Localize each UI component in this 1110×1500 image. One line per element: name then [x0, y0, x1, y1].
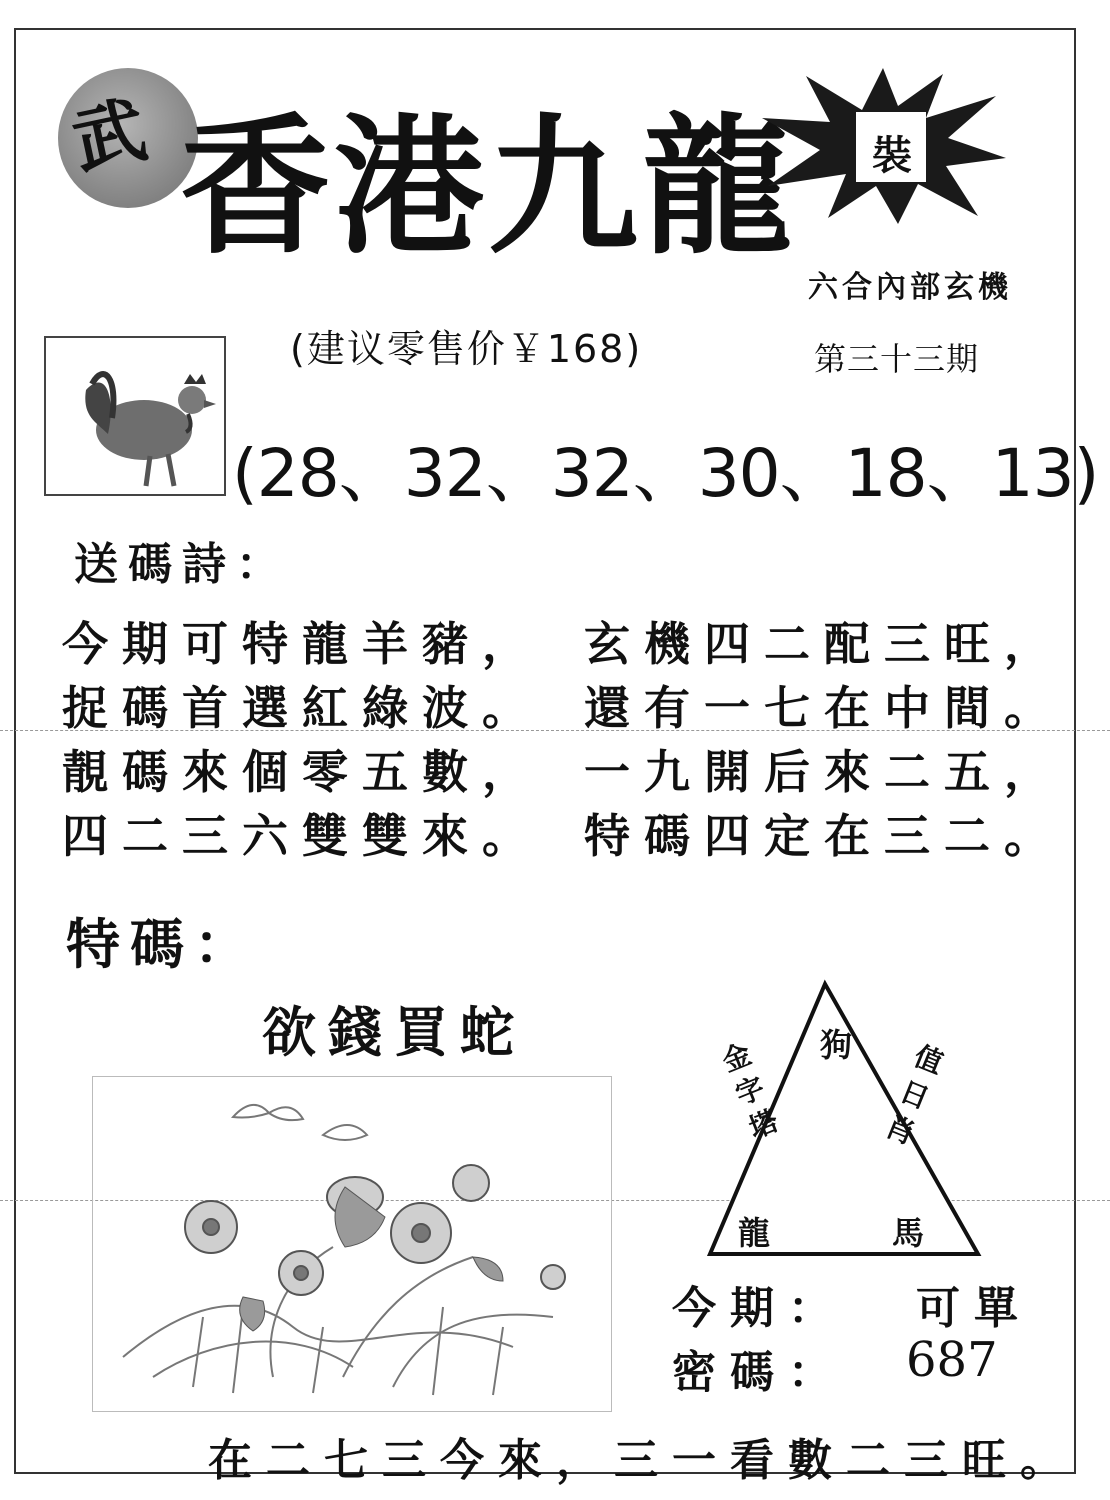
poem-title: 送碼詩： [74, 539, 290, 590]
price-text: (建议零售价￥168) [290, 327, 643, 371]
triangle-left-label: 金字塔 [717, 1037, 783, 1145]
info-value-password: 687 [906, 1332, 998, 1388]
numbers-line: (28、32、32、30、18、13) [232, 435, 1099, 512]
triangle-right-label: 值日肖 [881, 1039, 948, 1151]
triangle-bottom-left-label: 龍 [738, 1214, 771, 1252]
page-title: 香港九龍 [180, 99, 797, 275]
triangle-top-label: 狗 [820, 1026, 853, 1064]
info-value-this-issue: 可單 [916, 1283, 1032, 1334]
badge-char: 武 [65, 86, 154, 185]
issue-number: 第三十三期 [814, 340, 980, 378]
info-label-password: 密碼： [672, 1347, 846, 1398]
poem-line: 特碼四定在三二。 [584, 809, 1064, 863]
subtitle: 六合內部玄機 [808, 270, 1012, 305]
poem-left-column [62, 612, 542, 868]
rooster-icon [46, 338, 224, 494]
poem-line: 靚碼來個零五數， [62, 745, 542, 799]
flower-butterfly-icon [93, 1077, 611, 1411]
triangle-bottom-right-label: 馬 [892, 1214, 925, 1252]
poem-line: 四二三六雙雙來。 [62, 809, 542, 863]
burst-char: 裝 [872, 132, 912, 179]
poem-line: 一九開后來二五， [584, 745, 1064, 799]
poem-line: 捉碼首選紅綠波。 [62, 681, 542, 735]
flower-image [92, 1076, 612, 1412]
special-code-label: 特碼： [66, 912, 258, 976]
poem-line: 玄機四二配三旺， [584, 617, 1064, 671]
poem-line: 今期可特龍羊豬， [62, 617, 542, 671]
footer-line: 在二七三今來，三一看數二三旺。 [208, 1435, 1078, 1486]
rooster-image [44, 336, 226, 496]
poem-right-column [584, 612, 1064, 868]
info-label-this-issue: 今期： [672, 1283, 846, 1334]
poem-line: 還有一七在中間。 [584, 681, 1064, 735]
special-code-value: 欲錢買蛇 [262, 1000, 526, 1064]
